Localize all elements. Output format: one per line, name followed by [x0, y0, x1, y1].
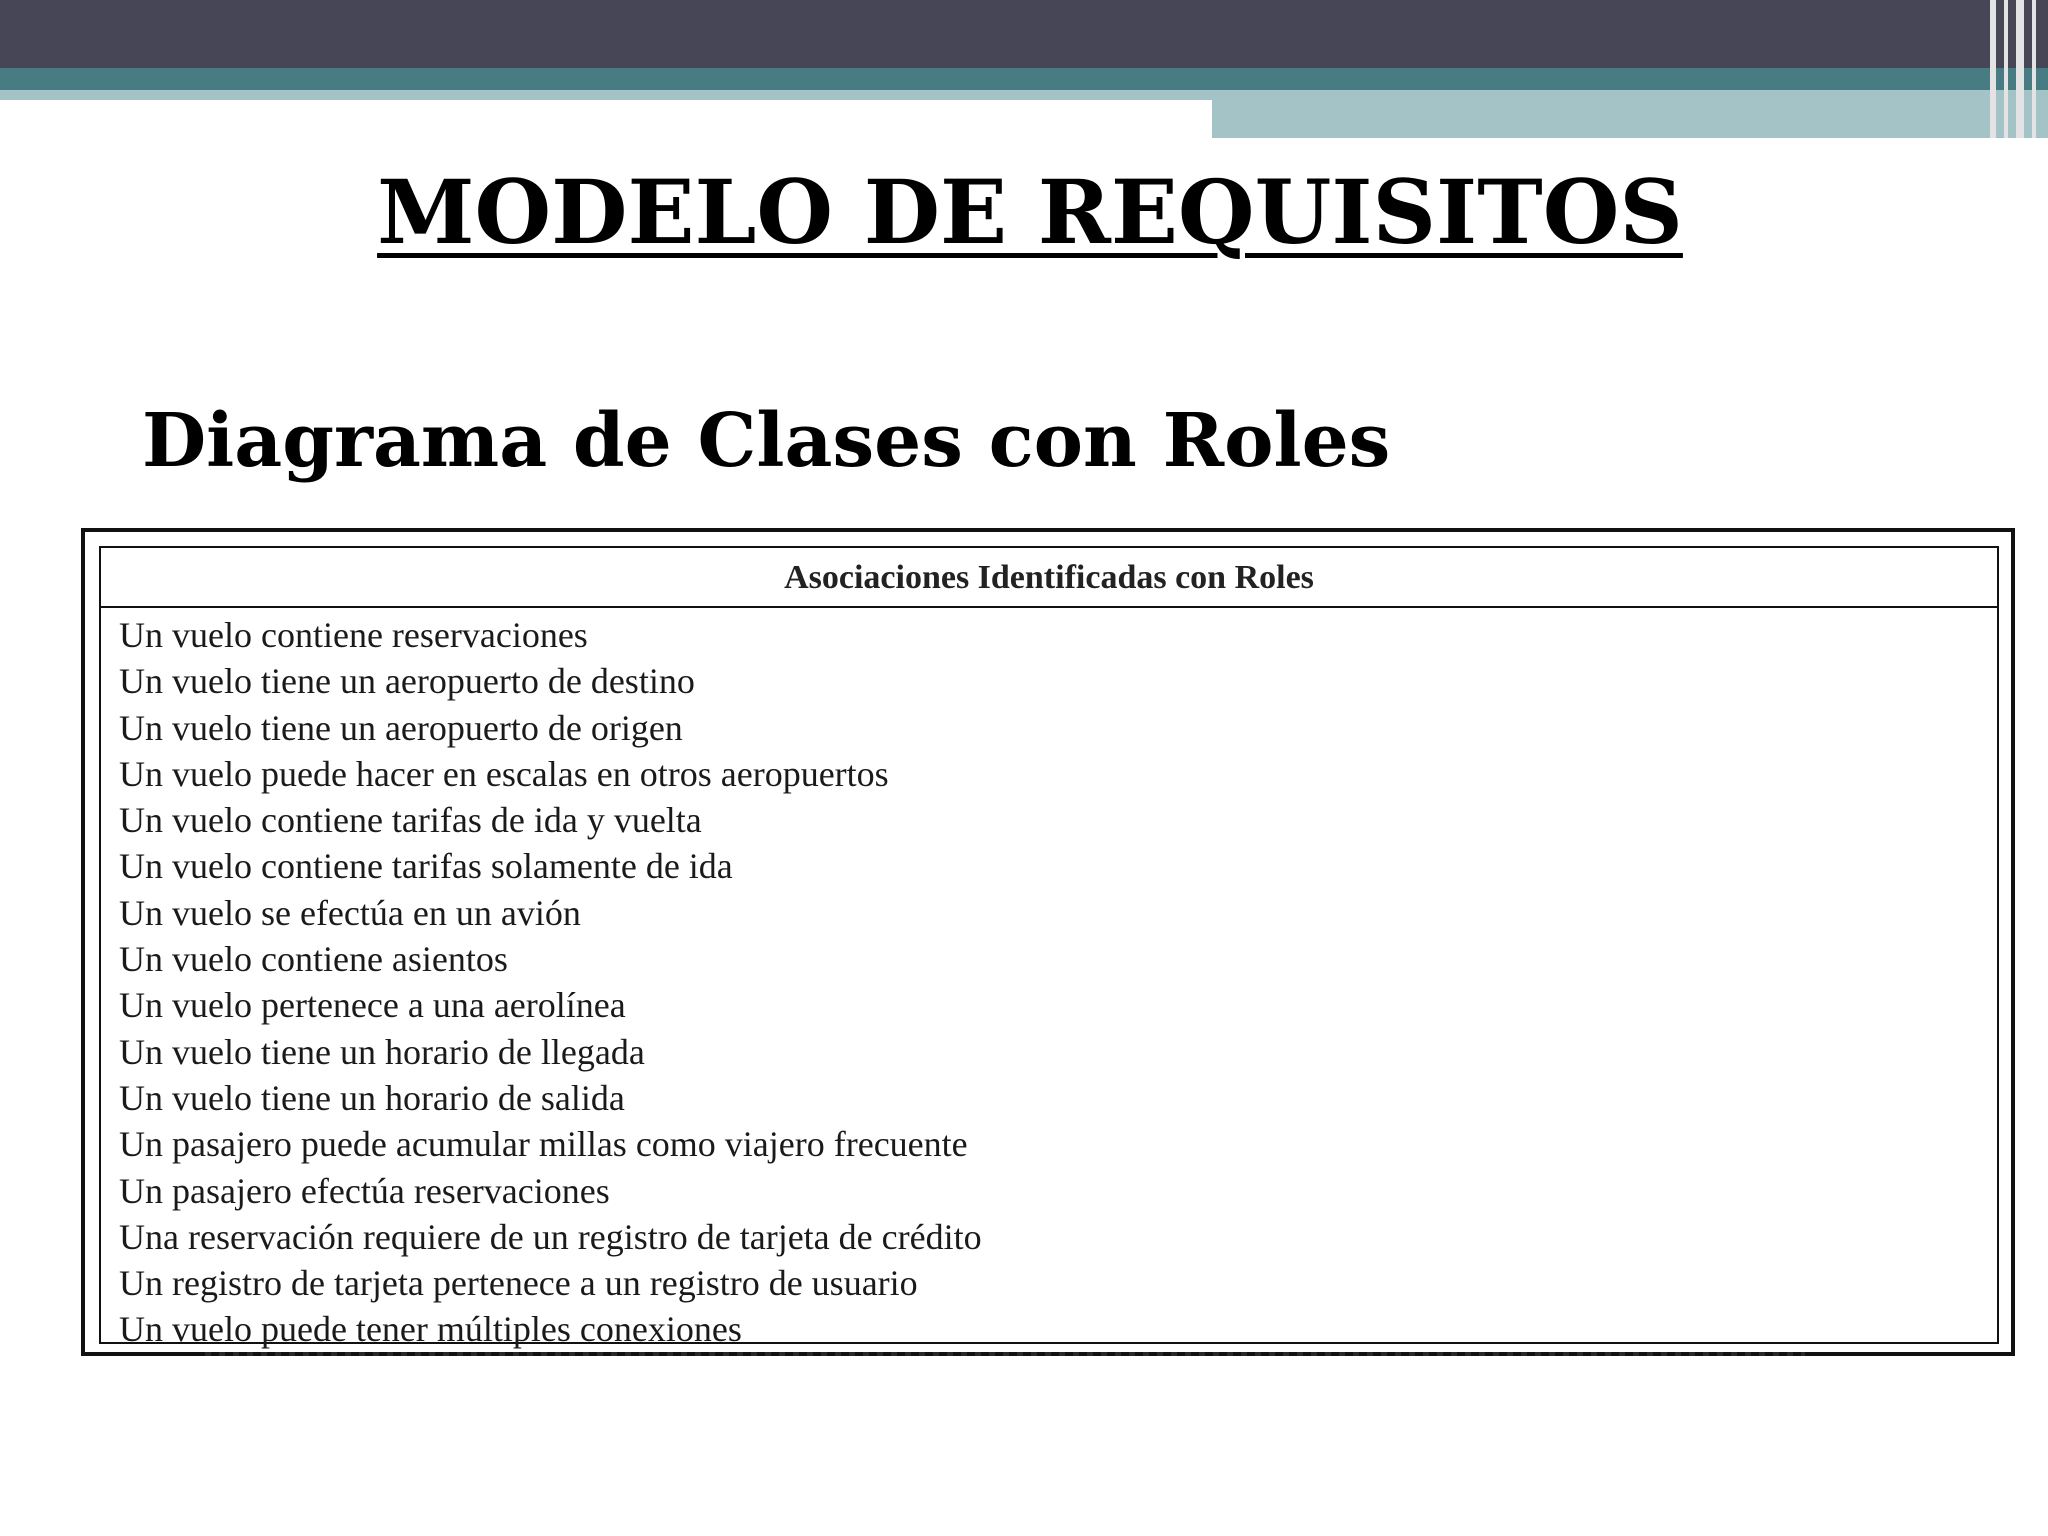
table-row: Un vuelo contiene reservaciones [119, 615, 588, 655]
associations-table [99, 546, 1999, 1350]
table-row: Un vuelo tiene un horario de llegada [119, 1031, 645, 1072]
cropped-text-remnant [205, 1352, 1805, 1356]
slide-subtitle: Diagrama de Clases con Roles [142, 398, 1391, 484]
header-band-light-left [0, 90, 1212, 100]
table-row: Un vuelo tiene un horario de salida [119, 1077, 625, 1118]
table-row: Un vuelo contiene asientos [119, 939, 508, 980]
header-band-dark [0, 0, 2048, 68]
table-row: Un pasajero puede acumular millas como viajero frecuente [119, 1124, 968, 1165]
associations-table-image [81, 528, 2015, 1356]
table-row: Un vuelo puede hacer en escalas en otros aeropuertos [119, 753, 889, 794]
slide-title: MODELO DE REQUISITOS [377, 160, 1683, 264]
table-row: Un vuelo pertenece a una aerolínea [119, 985, 626, 1026]
table-row: Un vuelo contiene tarifas solamente de ida [119, 846, 733, 887]
table-row: Un registro de tarjeta pertenece a un registro de usuario [119, 1263, 918, 1304]
header-band-teal [0, 68, 2048, 90]
table-header: Asociaciones Identificadas con Roles [101, 548, 1997, 608]
table-row: Una reservación requiere de un registro de tarjeta de crédito [119, 1216, 982, 1257]
table-row: Un vuelo se efectúa en un avión [119, 892, 581, 933]
table-row: Un vuelo tiene un aeropuerto de destino [119, 661, 695, 702]
table-row: Un pasajero efectúa reservaciones [119, 1170, 610, 1211]
table-body [101, 608, 1997, 1353]
table-row: Un vuelo puede tener múltiples conexiones [119, 1309, 742, 1350]
table-row: Un vuelo contiene tarifas de ida y vuelta [119, 800, 702, 841]
header-band-light-right [1212, 90, 2048, 138]
table-row: Un vuelo tiene un aeropuerto de origen [119, 707, 683, 748]
header-stripes-decoration [1984, 0, 2048, 138]
